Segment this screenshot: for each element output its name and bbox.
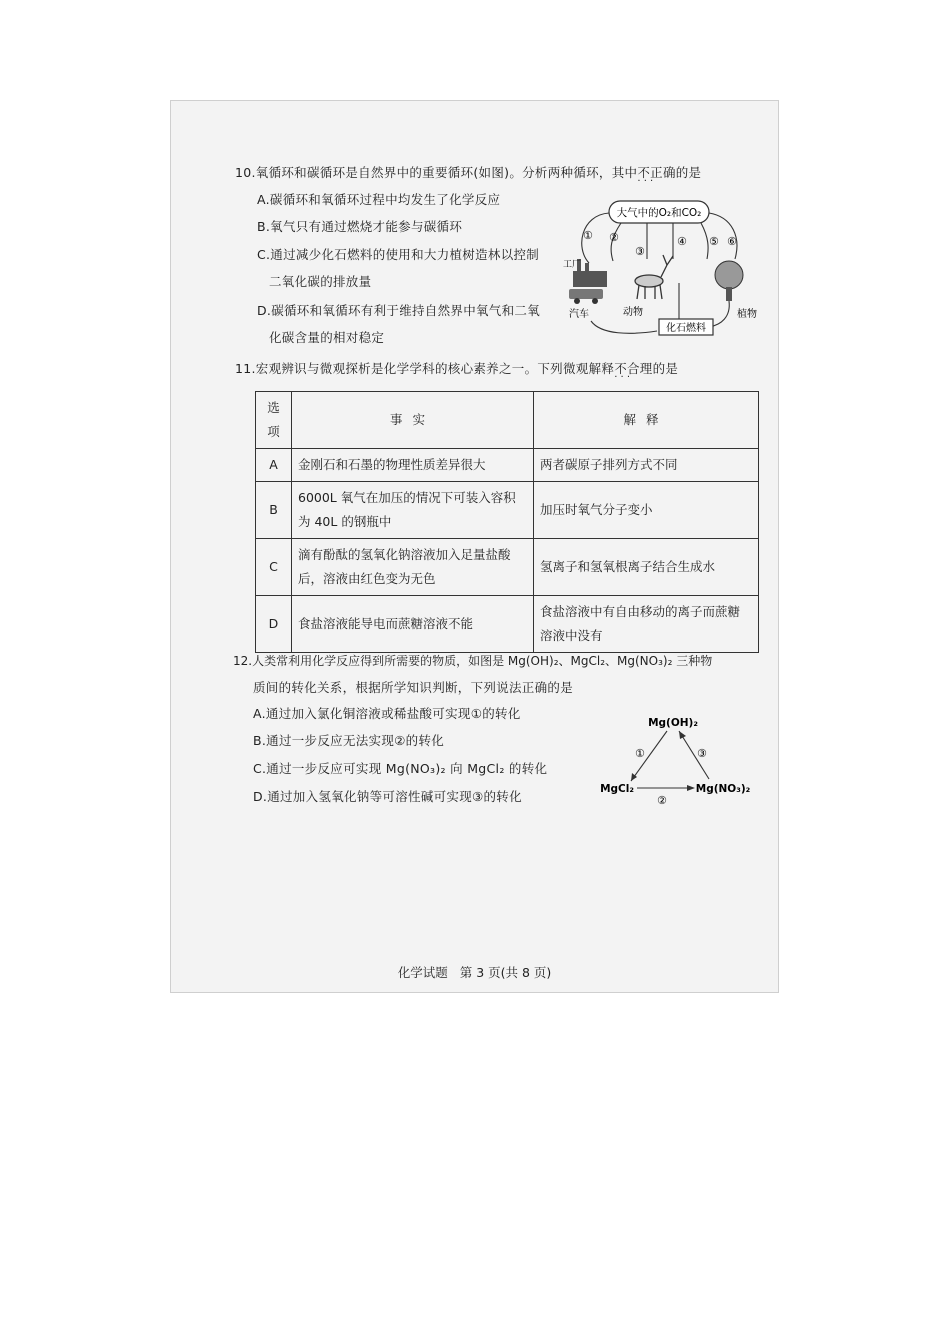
label-n6: ⑥: [727, 235, 737, 248]
animal-label: 动物: [623, 307, 643, 318]
q11-stem-end: 的是: [652, 361, 679, 376]
label-n1: ①: [583, 229, 593, 242]
row-option: B: [256, 482, 292, 539]
q11-stem-emphasis: 不合理 · · ·: [614, 361, 652, 376]
table-row: [256, 482, 759, 539]
row-fact: 滴有酚酞的氢氧化钠溶液加入足量盐酸后，溶液由红色变为无色: [292, 539, 534, 596]
row-explanation: 食盐溶液中有自由移动的离子而蔗糖溶液中没有: [534, 596, 759, 653]
table-row: [256, 596, 759, 653]
q10-option-c-cont: 二氧化碳的排放量: [269, 274, 372, 289]
q11-stem: [235, 361, 678, 377]
q12-option-d: D.通过加入氢氧化钠等可溶性碱可实现③的转化: [253, 789, 522, 804]
footer-page-number: 第 3 页(共 8 页): [459, 965, 552, 980]
page-footer: [171, 963, 778, 981]
row-option: A: [256, 449, 292, 482]
table-header-row: [256, 392, 759, 449]
plant-label: 植物: [737, 309, 757, 320]
row-fact: 6000L 氧气在加压的情况下可装入容积为 40L 的钢瓶中: [292, 482, 534, 539]
row-explanation: 加压时氧气分子变小: [534, 482, 759, 539]
q10-option-d-cont: 化碳含量的相对稳定: [269, 330, 385, 345]
label-n1: ①: [635, 747, 645, 760]
deer-icon: [635, 255, 673, 299]
label-n3: ③: [635, 245, 645, 258]
q12-conversion-diagram: [597, 711, 757, 807]
row-option: D: [256, 596, 292, 653]
tree-icon: [715, 261, 743, 301]
q10-stem-end: 的是: [675, 165, 702, 180]
q10-stem-text: 10.氧循环和碳循环是自然界中的重要循环(如图)。分析两种循环，其中: [235, 165, 638, 180]
scanned-page: [170, 100, 779, 993]
q12-stem-line2: 质间的转化关系，根据所学知识判断，下列说法正确的是: [253, 680, 574, 695]
table-row: [256, 449, 759, 482]
header-option: 选项: [256, 392, 292, 449]
q10-option-c: C.通过减少化石燃料的使用和大力植树造林以控制: [257, 247, 540, 262]
table-row: [256, 539, 759, 596]
q10-stem: [235, 165, 701, 181]
mgcl2-label: MgCl₂: [600, 783, 634, 795]
header-fact: 事实: [292, 392, 534, 449]
q12-option-b: B.通过一步反应无法实现②的转化: [253, 733, 445, 748]
factory-label: 工厂: [563, 260, 582, 270]
q12-option-c: C.通过一步反应可实现 Mg(NO₃)₂ 向 MgCl₂ 的转化: [253, 761, 548, 776]
label-n5: ⑤: [709, 235, 719, 248]
mgoh2-label: Mg(OH)₂: [648, 717, 698, 729]
q11-table: [255, 391, 759, 653]
q10-option-d: D.碳循环和氧循环有利于维持自然界中氧气和二氧: [257, 303, 540, 318]
q10-option-a: A.碳循环和氧循环过程中均发生了化学反应: [257, 192, 501, 207]
q10-cycle-diagram: [561, 193, 773, 341]
row-fact: 食盐溶液能导电而蔗糖溶液不能: [292, 596, 534, 653]
row-explanation: 氢离子和氢氧根离子结合生成水: [534, 539, 759, 596]
label-n2: ②: [609, 231, 619, 244]
q12-stem-line1: 12.人类常利用化学反应得到所需要的物质，如图是 Mg(OH)₂、MgCl₂、Mg(NO₃)₂ 三种物: [233, 654, 713, 668]
label-n2: ②: [657, 794, 667, 807]
mgno32-label: Mg(NO₃)₂: [695, 783, 751, 795]
row-fact: 金刚石和石墨的物理性质差异很大: [292, 449, 534, 482]
car-icon: [569, 289, 603, 304]
q10-stem-emphasis: 不正确 · · ·: [637, 165, 675, 180]
header-explanation: 解释: [534, 392, 759, 449]
label-n4: ④: [677, 235, 687, 248]
q10-option-b: B.氧气只有通过燃烧才能参与碳循环: [257, 219, 463, 234]
footer-subject: 化学试题: [397, 965, 448, 980]
q11-stem-text: 11.宏观辨识与微观探析是化学学科的核心素养之一。下列微观解释: [235, 361, 615, 376]
row-option: C: [256, 539, 292, 596]
label-n3: ③: [697, 747, 707, 760]
atmosphere-label: 大气中的O₂和CO₂: [616, 207, 702, 219]
car-label: 汽车: [569, 309, 589, 320]
row-explanation: 两者碳原子排列方式不同: [534, 449, 759, 482]
q12-option-a: A.通过加入氯化铜溶液或稀盐酸可实现①的转化: [253, 706, 521, 721]
fossil-fuel-label: 化石燃料: [666, 323, 706, 334]
